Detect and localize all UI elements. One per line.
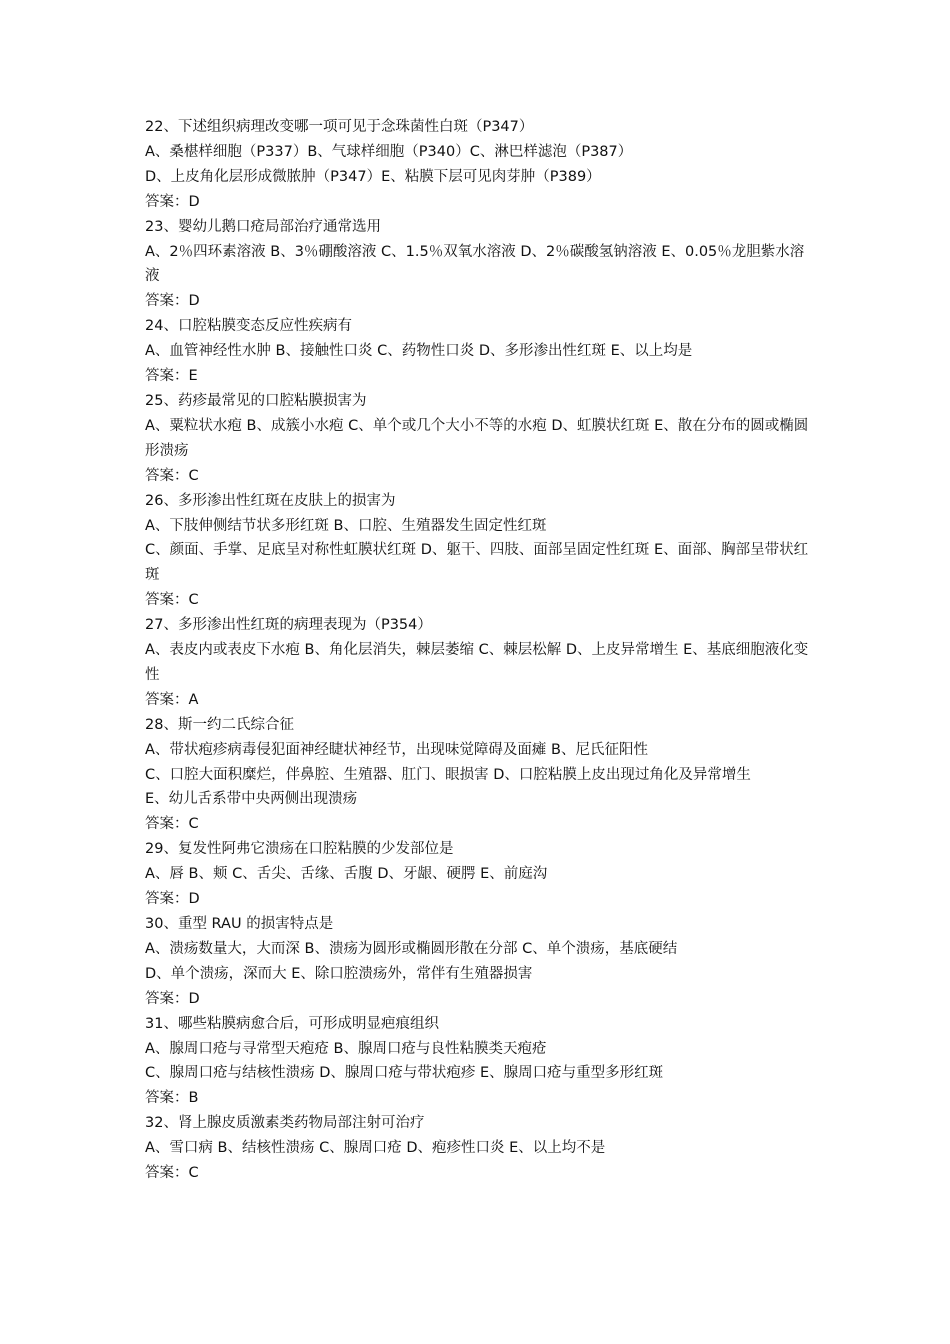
question-26-title: 26、多形渗出性红斑在皮肤上的损害为 (145, 492, 396, 509)
question-32-answer: 答案：C (145, 1165, 199, 1182)
question-22-title: 22、下述组织病理改变哪一项可见于念珠菌性白斑（P347） (145, 119, 534, 135)
question-31-title: 31、哪些粘膜病愈合后，可形成明显疤痕组织 (145, 1015, 439, 1032)
question-30-options-line-2: D、单个溃疡，深而大 E、除口腔溃疡外，常伴有生殖器损害 (145, 965, 533, 982)
question-22-answer: 答案：D (145, 193, 200, 210)
question-30-title: 30、重型 RAU 的损害特点是 (145, 916, 334, 932)
question-23-title: 23、婴幼儿鹅口疮局部治疗通常选用 (145, 218, 381, 235)
question-31-options-line-2: C、腺周口疮与结核性溃疡 D、腺周口疮与带状疱疹 E、腺周口疮与重型多形红斑 (145, 1065, 664, 1082)
question-30-answer: 答案：D (145, 990, 200, 1007)
question-22-options-line-1: A、桑椹样细胞（P337）B、气球样细胞（P340）C、淋巴样滤泡（P387） (145, 143, 633, 160)
question-24-title: 24、口腔粘膜变态反应性疾病有 (145, 318, 352, 335)
question-27-options: A、表皮内或表皮下水疱 B、角化层消失，棘层萎缩 C、棘层松解 D、上皮异常增生 E、基底细胞液化变性 (145, 642, 809, 683)
question-26-options-line-2: C、颜面、手掌、足底呈对称性虹膜状红斑 D、躯干、四肢、面部呈固定性红斑 E、面部、胸部呈带状红斑 (145, 542, 809, 584)
question-23-answer: 答案：D (145, 293, 200, 310)
question-28-options-line-1: A、带状疱疹病毒侵犯面神经睫状神经节，出现味觉障碍及面瘫 B、尼氏征阳性 (145, 741, 648, 758)
question-28-options-line-2: C、口腔大面积糜烂，伴鼻腔、生殖器、肛门、眼损害 D、口腔粘膜上皮出现过角化及异常增生 (145, 766, 751, 783)
question-22-options-line-2: D、上皮角化层形成微脓肿（P347）E、粘膜下层可见肉芽肿（P389） (145, 168, 601, 185)
question-32-title: 32、肾上腺皮质激素类药物局部注射可治疗 (145, 1115, 425, 1132)
question-26-options-line-1: A、下肢伸侧结节状多形红斑 B、口腔、生殖器发生固定性红斑 (145, 517, 547, 534)
question-29-options: A、唇 B、颊 C、舌尖、舌缘、舌腹 D、牙龈、硬腭 E、前庭沟 (145, 866, 548, 883)
question-29-answer: 答案：D (145, 891, 200, 908)
question-24-options: A、血管神经性水肿 B、接触性口炎 C、药物性口炎 D、多形渗出性红斑 E、以上均是 (145, 343, 693, 360)
question-25-title: 25、药疹最常见的口腔粘膜损害为 (145, 392, 367, 409)
question-29-title: 29、复发性阿弗它溃疡在口腔粘膜的少发部位是 (145, 841, 454, 858)
question-32-options: A、雪口病 B、结核性溃疡 C、腺周口疮 D、疱疹性口炎 E、以上均不是 (145, 1140, 606, 1157)
question-28-answer: 答案：C (145, 816, 199, 833)
question-28-title: 28、斯一约二氏综合征 (145, 716, 294, 733)
question-23-options: A、2％四环素溶液 B、3％硼酸溶液 C、1.5％双氧水溶液 D、2％碳酸氢钠溶液 E、0.05％龙胆紫水溶液 (145, 243, 805, 285)
question-27-title: 27、多形渗出性红斑的病理表现为（P354） (145, 617, 432, 634)
question-25-answer: 答案：C (145, 467, 199, 484)
question-31-options-line-1: A、腺周口疮与寻常型天疱疮 B、腺周口疮与良性粘膜类天疱疮 (145, 1040, 547, 1057)
question-28-options-line-3: E、幼儿舌系带中央两侧出现溃疡 (145, 791, 358, 808)
question-26-answer: 答案：C (145, 592, 199, 609)
question-24-answer: 答案：E (145, 368, 198, 385)
question-31-answer: 答案：B (145, 1090, 199, 1107)
document-page (145, 115, 813, 1186)
question-27-answer: 答案：A (145, 691, 199, 708)
question-25-options: A、粟粒状水疱 B、成簇小水疱 C、单个或几个大小不等的水疱 D、虹膜状红斑 E、散在分布的圆或椭圆形溃疡 (145, 417, 809, 459)
question-30-options-line-1: A、溃疡数量大，大而深 B、溃疡为圆形或椭圆形散在分部 C、单个溃疡，基底硬结 (145, 940, 678, 957)
